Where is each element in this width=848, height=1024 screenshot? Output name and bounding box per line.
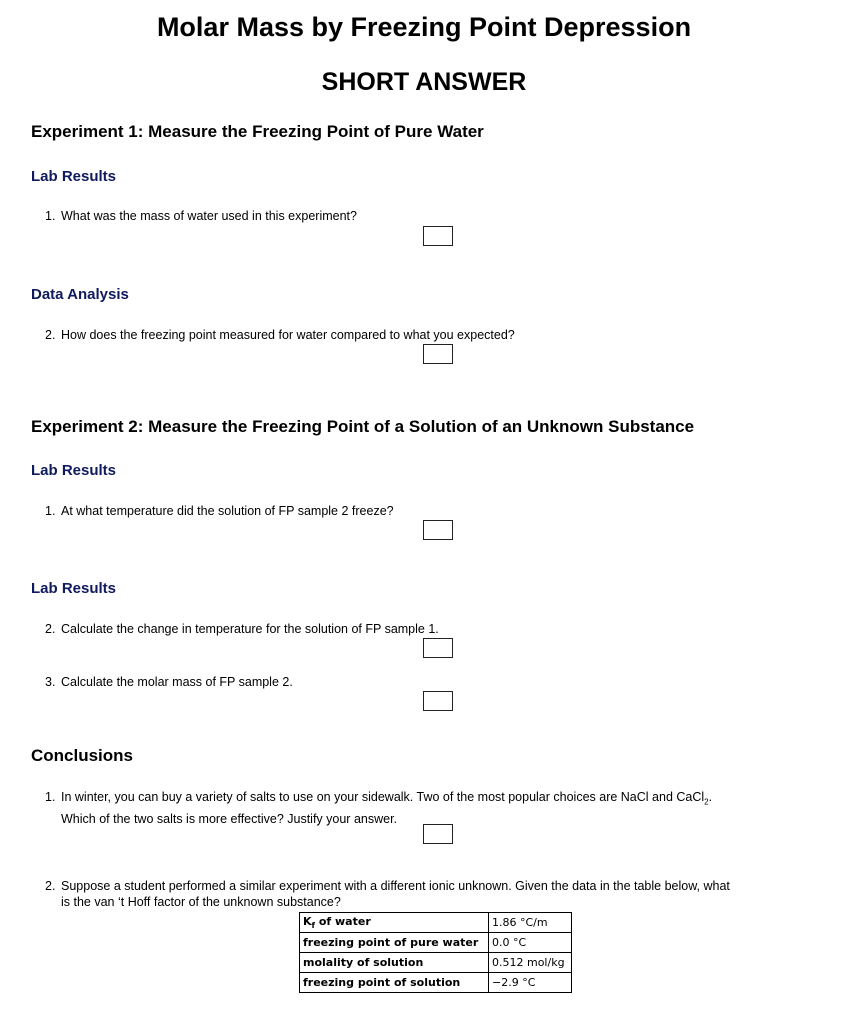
table-row — [300, 933, 572, 953]
table-cell-value: 1.86 °C/m — [489, 913, 572, 933]
table-cell-label: molality of solution — [300, 953, 489, 973]
question-number: 3. — [45, 675, 56, 689]
question-number: 2. — [45, 328, 56, 342]
answer-box-conclusions-q1[interactable] — [423, 824, 453, 844]
conclusions-question-2 — [45, 878, 730, 910]
table-row — [300, 953, 572, 973]
answer-box-exp2-q2[interactable] — [423, 638, 453, 658]
table-cell-value: 0.0 °C — [489, 933, 572, 953]
answer-box-exp2-q3[interactable] — [423, 691, 453, 711]
table-row — [300, 973, 572, 993]
table-cell-label: $K_f$ of water — [300, 913, 489, 933]
question-text: At what temperature did the solution of FP sample 2 freeze? — [61, 504, 394, 518]
question-number: 2. — [45, 622, 56, 636]
question-number: 1. — [45, 790, 56, 804]
exp1-data-analysis-heading: Data Analysis — [31, 286, 129, 303]
data-table — [299, 912, 572, 993]
question-number: 1. — [45, 504, 56, 518]
answer-box-exp1-q2[interactable] — [423, 344, 453, 364]
table-row — [300, 913, 572, 933]
question-text: How does the freezing point measured for water compared to what you expected? — [61, 328, 515, 342]
exp1-question-2 — [45, 327, 515, 343]
answer-box-exp1-q1[interactable] — [423, 226, 453, 246]
exp2-lab-results-heading-a: Lab Results — [31, 462, 117, 479]
exp1-lab-results-heading: Lab Results — [31, 168, 117, 185]
table-cell-label: freezing point of solution — [300, 973, 489, 993]
table-cell-value: −2.9 °C — [489, 973, 572, 993]
exp2-question-1 — [45, 503, 394, 519]
page-subtitle: SHORT ANSWER — [321, 68, 527, 96]
question-text: Calculate the molar mass of FP sample 2. — [61, 675, 293, 689]
question-text: Calculate the change in temperature for the solution of FP sample 1. — [61, 622, 439, 636]
question-number: 2. — [45, 879, 56, 893]
table-cell-label: freezing point of pure water — [300, 933, 489, 953]
question-text: What was the mass of water used in this experiment? — [61, 209, 357, 223]
question-number: 1. — [45, 209, 56, 223]
conclusions-question-1 — [45, 789, 712, 827]
exp2-question-2 — [45, 621, 439, 637]
exp2-lab-results-heading-b: Lab Results — [31, 580, 117, 597]
question-text-line-1: In winter, you can buy a variety of salts to use on your sidewalk. Two of the most popular choices are NaCl and CaCl$_2$. — [61, 790, 713, 807]
answer-box-exp2-q1[interactable] — [423, 520, 453, 540]
page-title: Molar Mass by Freezing Point Depression — [156, 12, 692, 42]
exp2-question-3 — [45, 674, 293, 690]
data-table-wrapper — [299, 912, 572, 993]
question-text-line-2: Which of the two salts is more effective? Justify your answer. — [61, 811, 398, 826]
experiment-2-heading: Experiment 2: Measure the Freezing Point of a Solution of an Unknown Substance — [31, 417, 695, 436]
experiment-1-heading: Experiment 1: Measure the Freezing Point of Pure Water — [31, 122, 484, 141]
question-text-line-2: is the van ‘t Hoff factor of the unknown substance? — [61, 895, 341, 909]
conclusions-heading: Conclusions — [31, 746, 134, 765]
table-cell-value: 0.512 mol/kg — [489, 953, 572, 973]
exp1-question-1 — [45, 208, 357, 224]
question-text-line-1: Suppose a student performed a similar experiment with a different ionic unknown. Given the data in the table below, what — [61, 879, 730, 893]
